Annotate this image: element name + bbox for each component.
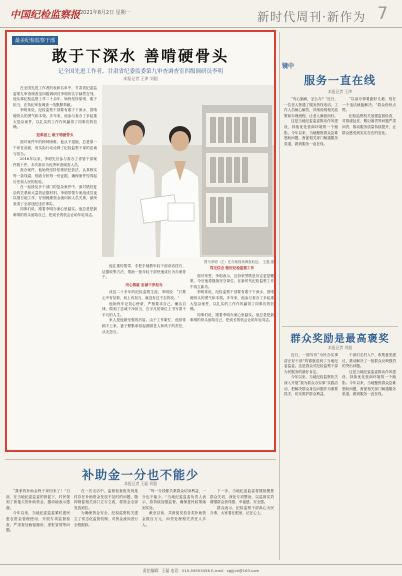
- paragraph: 为确保资金安全，纪检监察机关建立了常态化监督机制，对资金流向进行全程跟踪。: [74, 511, 138, 527]
- feature-col-2: [102, 264, 186, 448]
- photo-caption: 图为李明（左）在办案现场调查取证。 王磊 摄: [204, 260, 274, 264]
- bottom-col-1: [6, 489, 70, 561]
- section-heading: 用心铸就 忠诚干净担当: [125, 282, 163, 287]
- feature-subhead: 记全国先进工作者、甘肃省纪委监委第九审查调查室四级调研员李明: [57, 69, 223, 75]
- right-text-b: [342, 97, 396, 325]
- page-number: 7: [377, 4, 388, 24]
- paper-name: 中国纪检监察报: [10, 10, 80, 21]
- feature-byline: 本报记者 王津 刘超: [123, 76, 158, 81]
- right-byline-2: 本报记者 刘超: [328, 345, 352, 350]
- right-divider: [282, 326, 398, 327]
- paragraph: 面对荣誉，李明表示，这份荣誉既是肯定更是鞭策，今后他将继续坚守岗位，在新时代纪检监察工作中再立新功。: [190, 273, 274, 289]
- paragraph: 家人是他最坚强的后盾。由于工作繁忙，他常常顾不上家，妻子默默承担起照顾老人和孩子的责任，从无怨言。: [102, 318, 186, 334]
- paragraph: 谈及二十多年的纪检监察生涯，李明说：“只要心中有信仰，肩上有担当，就没有过不去的坎。”: [102, 290, 186, 300]
- paragraph: 在一次走访中，监督检查组发现某村存在补助资金发放不及时的问题，随即督促相关部门立行立改，将资金全部发放到位。: [74, 489, 138, 510]
- bottom-divider: [5, 459, 276, 460]
- masthead: [0, 0, 402, 28]
- paragraph: 2016年以来，李明先后参与查办了省管干部案件数十件，多次被评为优秀审查调查人员。: [13, 157, 97, 167]
- bottom-col-4: [210, 489, 274, 561]
- paragraph: 纪检监察机关加强监督检查，对推诿扯皮、敷衍塞责等问题严肃问责，推动服务质量持续提升，让群众感受到实实在在的变化。: [342, 113, 396, 135]
- paragraph: 截至目前，共督促发放各类补助资金数百万元，问责处理相关责任人多人。: [142, 511, 206, 527]
- paragraph: 他注重传帮带，手把手地教年轻干部谈话技巧、证据收集方法，帮助一批年轻干部快速成长为办案骨干。: [102, 264, 186, 280]
- paragraph: 在全国先进工作者的表彰名单中，甘肃省纪委监委第九审查调查室四级调研员李明的名字赫然在列。他从事纪检监察工作二十余年，始终坚持原则、敢于担当，在执纪审查调查一线默默奉献。: [13, 86, 97, 107]
- feature-col-1: [13, 86, 97, 448]
- paragraph: 群众表示，纪检监察干部真心为民办事，大家看在眼里，记在心上。: [210, 505, 274, 516]
- paragraph: 干部们走村入户，收集意见建议，推动解决了一批群众反映强烈的突出问题。: [342, 353, 396, 369]
- paragraph: 这是当地纪委监委推动作风建设、持续优化营商环境的一个缩影。今年以来，当地聚焦群众急难愁盼问题，督促相关部门畅通服务渠道，做到服务一直在线。: [342, 369, 396, 397]
- right-headline-2: 群众奖励是最高褒奖: [290, 334, 390, 345]
- right-text-a: [284, 97, 338, 325]
- feature-headline: 敢于下深水 善啃硬骨头: [51, 47, 230, 65]
- paragraph: “以前办事要跑好几趟，现在一个电话就能解决。”群众纷纷点赞。: [342, 97, 396, 113]
- photo-scene: [102, 85, 274, 257]
- bottom-byline: 本报记者 王磊 刘超: [124, 481, 157, 486]
- paragraph: 这是当地纪委监委推动作风建设、持续优化营商环境的一个缩影。今年以来，当地聚焦群众急难愁盼问题，督促相关部门畅通服务渠道，做到服务一直在线。: [284, 119, 338, 146]
- right-text-d: [342, 353, 396, 558]
- paragraph: 同事们说，跟着李明办案心里踏实。他总是把最难啃的骨头留给自己，把成长的机会让给年轻同志。: [13, 207, 97, 218]
- bottom-col-3: [142, 489, 206, 561]
- feature-kicker: 最美纪检监察干部: [12, 36, 58, 45]
- right-byline: 本报记者 王津: [328, 89, 352, 94]
- paragraph: 今年以来，当地纪委监委紧盯惠民惠农资金管理使用，开展专项监督检查，严肃查处截留挪用、虚报冒领等问题。: [6, 511, 70, 533]
- bottom-headline: 补助金一分也不能少: [81, 468, 199, 482]
- paragraph: “我家的补助金终于拿回来了！”日前，在当地纪委监委的督促下，村民领到了被拖欠的补助资金，激动地表示感谢。: [6, 489, 70, 510]
- paragraph: 下一步，当地纪委监委将继续聚焦群众关切，深化专项整治，以监督实效增强群众获得感、幸福感、安全感。: [210, 489, 274, 505]
- paragraph: 李明常说，纪检监察干部要有敢于下深水、善啃硬骨头的勇气和本领。多年来，他参与查办了多起重大复杂案件，以扎实的工作作风赢得了同事们的信赖。: [13, 108, 97, 130]
- right-text-c: [284, 353, 338, 558]
- paragraph: 同事们说，跟着李明办案心里踏实。他总是把最难啃的骨头留给自己，把成长的机会让给年轻同志。: [190, 312, 274, 323]
- column-divider: [279, 32, 280, 560]
- section-heading: 迎难而上 敢于啃硬骨头: [36, 132, 74, 137]
- paragraph: 近日，一面写有“为民办实事 清正好干部”的锦旗送到了当地纪委监委。这是群众对纪检监察干部为民服务的最好肯定。: [284, 353, 338, 374]
- paragraph: 他始终牢记初心使命，严格要求自己，廉洁自律，做到了忠诚干净担当，在平凡的岗位上书写着不平凡的人生。: [102, 301, 186, 317]
- feature-photo: [102, 85, 274, 257]
- feature-article: [5, 30, 276, 452]
- paragraph: 今年以来，当地纪检监察机关深入开展“我为群众办实事”实践活动，把解决群众身边问题作为重要抓手，切实维护群众利益。: [284, 375, 338, 397]
- paragraph: 面对案件中的种种困难，他从不退缩，总是第一个冲在前面，用实际行动诠释了纪检监察干部的忠诚与担当。: [13, 140, 97, 156]
- paragraph: “有心脑病，怎么办？”近日，一位老人拨通了服务热线电话。工作人员耐心解答，详细说明相关政策和办理流程，让老人满意而归。: [284, 97, 338, 118]
- feature-col-3: [190, 264, 274, 448]
- page-footer: 责任编辑：王磊 电话：010-59553456 E-mail：zgjjjcb@163.com: [0, 564, 402, 576]
- paragraph: “每一分钱都关系群众切身利益，一分也不能少。”当地纪委监委负责人表示，将持续加强监督，确保惠民政策落到实处。: [142, 489, 206, 510]
- issue-date: 2021年8月2日 星期一: [80, 10, 131, 16]
- paragraph: 查办案件，他始终坚持依规依纪依法，认真核实每一条线索，细致分析每一份证据，确保案件经得起历史和人民的检验。: [13, 168, 97, 184]
- bottom-col-2: [74, 489, 138, 561]
- right-headline: 服务一直在线: [304, 74, 376, 87]
- right-section-tag: 镜中: [282, 63, 295, 70]
- section-name: 新时代周刊·新作为: [257, 10, 366, 24]
- paragraph: 李明常说，纪检监察干部要有敢于下深水、善啃硬骨头的勇气和本领。多年来，他参与查办了多起重大复杂案件，以扎实的工作作风赢得了同事们的信赖。: [190, 290, 274, 312]
- section-heading: 笃定信念 做好纪检监察工作: [209, 266, 255, 270]
- paragraph: 在一起涉及多个部门的复杂案件中，面对错综复杂的关系和大量的证据材料，李明带领专案组成员夜以继日地工作，仔细梳理资金流向和人员关系，最终查清了全部违纪违法事实。: [13, 185, 97, 206]
